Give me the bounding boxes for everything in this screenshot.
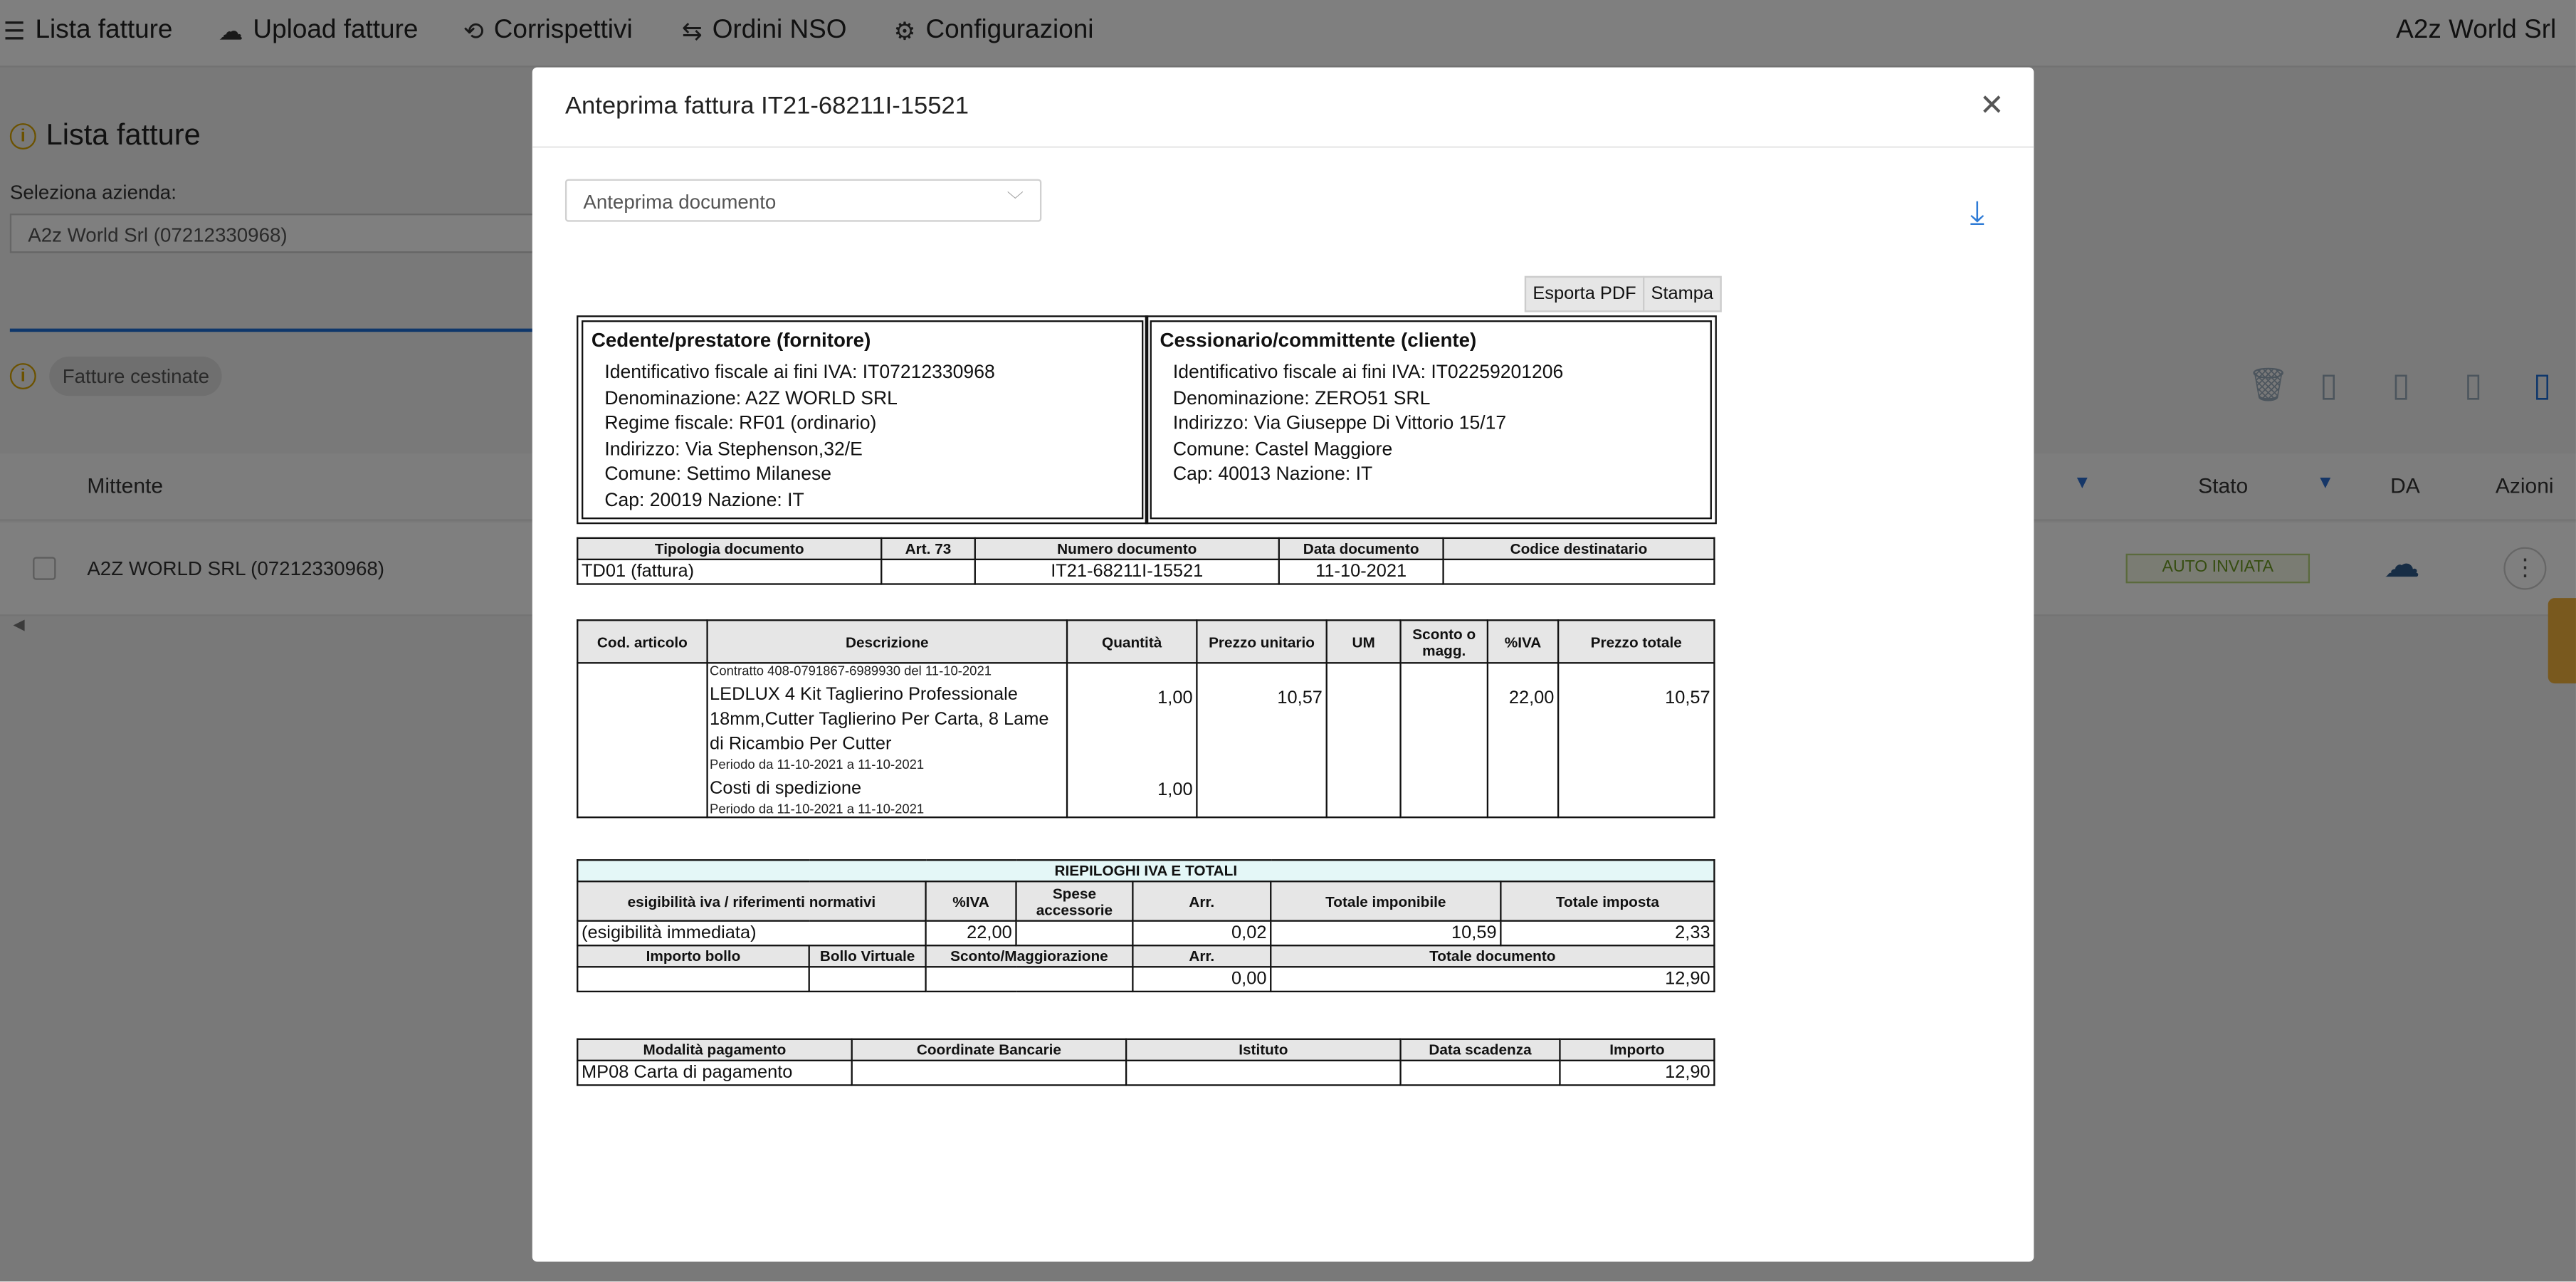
item1-desc: di Ricambio Per Cutter bbox=[710, 734, 892, 755]
td: 12,90 bbox=[1560, 1061, 1714, 1086]
modal-header bbox=[532, 68, 2034, 148]
th: Arr. bbox=[1132, 881, 1271, 920]
td bbox=[577, 663, 707, 817]
line-items-table bbox=[577, 619, 1715, 818]
th: Totale imponibile bbox=[1271, 881, 1500, 920]
td: 0,00 bbox=[1132, 967, 1271, 992]
cedente-line: Regime fiscale: RF01 (ordinario) bbox=[604, 414, 877, 434]
td: 0,02 bbox=[1132, 921, 1271, 946]
item2-period: Periodo da 11-10-2021 a 11-10-2021 bbox=[710, 802, 925, 817]
td bbox=[577, 967, 809, 992]
cessionario-line: Identificativo fiscale ai fini IVA: IT02259201206 bbox=[1172, 363, 1564, 383]
th: %IVA bbox=[1488, 620, 1558, 663]
cedente-title: Cedente/prestatore (fornitore) bbox=[591, 328, 871, 352]
th: %IVA bbox=[926, 881, 1016, 920]
th: Codice destinatario bbox=[1444, 538, 1715, 559]
item2-desc: Costi di spedizione bbox=[710, 778, 862, 799]
total-cell bbox=[1558, 663, 1714, 817]
price-cell bbox=[1197, 663, 1326, 817]
th: Data scadenza bbox=[1401, 1039, 1560, 1061]
td: 10,59 bbox=[1271, 921, 1500, 946]
chevron-down-icon: ﹀ bbox=[1006, 192, 1024, 211]
th: Istituto bbox=[1126, 1039, 1400, 1061]
item1-desc: LEDLUX 4 Kit Taglierino Professionale bbox=[710, 685, 1018, 705]
td bbox=[1126, 1061, 1400, 1086]
item1-desc: 18mm,Cutter Taglierino Per Carta, 8 Lame bbox=[710, 710, 1049, 730]
td bbox=[1016, 921, 1132, 946]
td: IT21-68211I-15521 bbox=[975, 559, 1279, 584]
th: Bollo Virtuale bbox=[809, 945, 926, 967]
td bbox=[926, 967, 1133, 992]
th: Prezzo unitario bbox=[1197, 620, 1326, 663]
cessionario-line: Comune: Castel Maggiore bbox=[1172, 439, 1393, 460]
download-icon[interactable]: ⤓ bbox=[1970, 195, 1985, 232]
th: Sconto o magg. bbox=[1401, 620, 1488, 663]
item1-iva: 22,00 bbox=[1508, 688, 1555, 708]
th: Arr. bbox=[1132, 945, 1271, 967]
cessionario-box bbox=[1145, 315, 1717, 524]
item-description-cell bbox=[708, 663, 1067, 817]
item2-qty: 1,00 bbox=[1157, 780, 1193, 800]
cedente-line: Identificativo fiscale ai fini IVA: IT07212330968 bbox=[604, 363, 995, 383]
td: (esigibilità immediata) bbox=[577, 921, 925, 946]
th: Tipologia documento bbox=[577, 538, 881, 559]
modal-title: Anteprima fattura IT21-68211I-15521 bbox=[564, 92, 969, 120]
th: Importo bbox=[1560, 1039, 1714, 1061]
cedente-line: Denominazione: A2Z WORLD SRL bbox=[604, 388, 898, 409]
document-info-table bbox=[577, 537, 1715, 585]
export-pdf-button[interactable]: Esporta PDF bbox=[1525, 276, 1644, 312]
th: Data documento bbox=[1279, 538, 1444, 559]
th: Totale imposta bbox=[1500, 881, 1714, 920]
th: Modalità pagamento bbox=[577, 1039, 851, 1061]
td bbox=[1401, 1061, 1560, 1086]
close-icon[interactable]: ✕ bbox=[1979, 88, 2004, 122]
payment-table bbox=[577, 1039, 1715, 1086]
td: 2,33 bbox=[1500, 921, 1714, 946]
th: Cod. articolo bbox=[577, 620, 707, 663]
qty-cell bbox=[1067, 663, 1197, 817]
th: Quantità bbox=[1067, 620, 1197, 663]
summary-title: RIEPILOGHI IVA E TOTALI bbox=[577, 860, 1714, 881]
cessionario-title: Cessionario/committente (cliente) bbox=[1160, 328, 1477, 352]
cedente-line: Indirizzo: Via Stephenson,32/E bbox=[604, 439, 863, 460]
cessionario-line: Indirizzo: Via Giuseppe Di Vittorio 15/17 bbox=[1172, 414, 1507, 434]
item1-qty: 1,00 bbox=[1157, 688, 1193, 708]
th: Descrizione bbox=[708, 620, 1067, 663]
discount-cell bbox=[1401, 663, 1488, 817]
td bbox=[881, 559, 975, 584]
th: Sconto/Maggiorazione bbox=[926, 945, 1133, 967]
td: 22,00 bbox=[926, 921, 1016, 946]
preview-type-select[interactable] bbox=[565, 179, 1041, 222]
th: Numero documento bbox=[975, 538, 1279, 559]
cedente-line: Cap: 20019 Nazione: IT bbox=[604, 490, 804, 510]
td bbox=[809, 967, 926, 992]
th: Importo bollo bbox=[577, 945, 809, 967]
th: Prezzo totale bbox=[1558, 620, 1714, 663]
cessionario-line: Cap: 40013 Nazione: IT bbox=[1172, 465, 1373, 485]
item1-price: 10,57 bbox=[1277, 688, 1323, 708]
um-cell bbox=[1327, 663, 1401, 817]
cedente-box bbox=[577, 315, 1148, 524]
invoice-preview-modal bbox=[532, 68, 2034, 1262]
th: UM bbox=[1327, 620, 1401, 663]
iva-cell bbox=[1488, 663, 1558, 817]
contract-line: Contratto 408-0791867-6989930 del 11-10-2021 bbox=[710, 663, 992, 679]
th: esigibilità iva / riferimenti normativi bbox=[577, 881, 925, 920]
preview-type-value: Anteprima documento bbox=[583, 190, 777, 214]
td bbox=[852, 1061, 1126, 1086]
item1-period: Periodo da 11-10-2021 a 11-10-2021 bbox=[710, 757, 925, 772]
th: Art. 73 bbox=[881, 538, 975, 559]
td: MP08 Carta di pagamento bbox=[577, 1061, 851, 1086]
cessionario-line: Denominazione: ZERO51 SRL bbox=[1172, 388, 1431, 409]
cedente-line: Comune: Settimo Milanese bbox=[604, 465, 831, 485]
td: 11-10-2021 bbox=[1279, 559, 1444, 584]
th: Spese accessorie bbox=[1016, 881, 1132, 920]
print-button[interactable]: Stampa bbox=[1643, 276, 1722, 312]
item1-total: 10,57 bbox=[1665, 688, 1710, 708]
vat-summary-table bbox=[577, 859, 1715, 992]
td: 12,90 bbox=[1271, 967, 1714, 992]
th: Totale documento bbox=[1271, 945, 1714, 967]
td: TD01 (fattura) bbox=[577, 559, 881, 584]
td bbox=[1444, 559, 1715, 584]
th: Coordinate Bancarie bbox=[852, 1039, 1126, 1061]
